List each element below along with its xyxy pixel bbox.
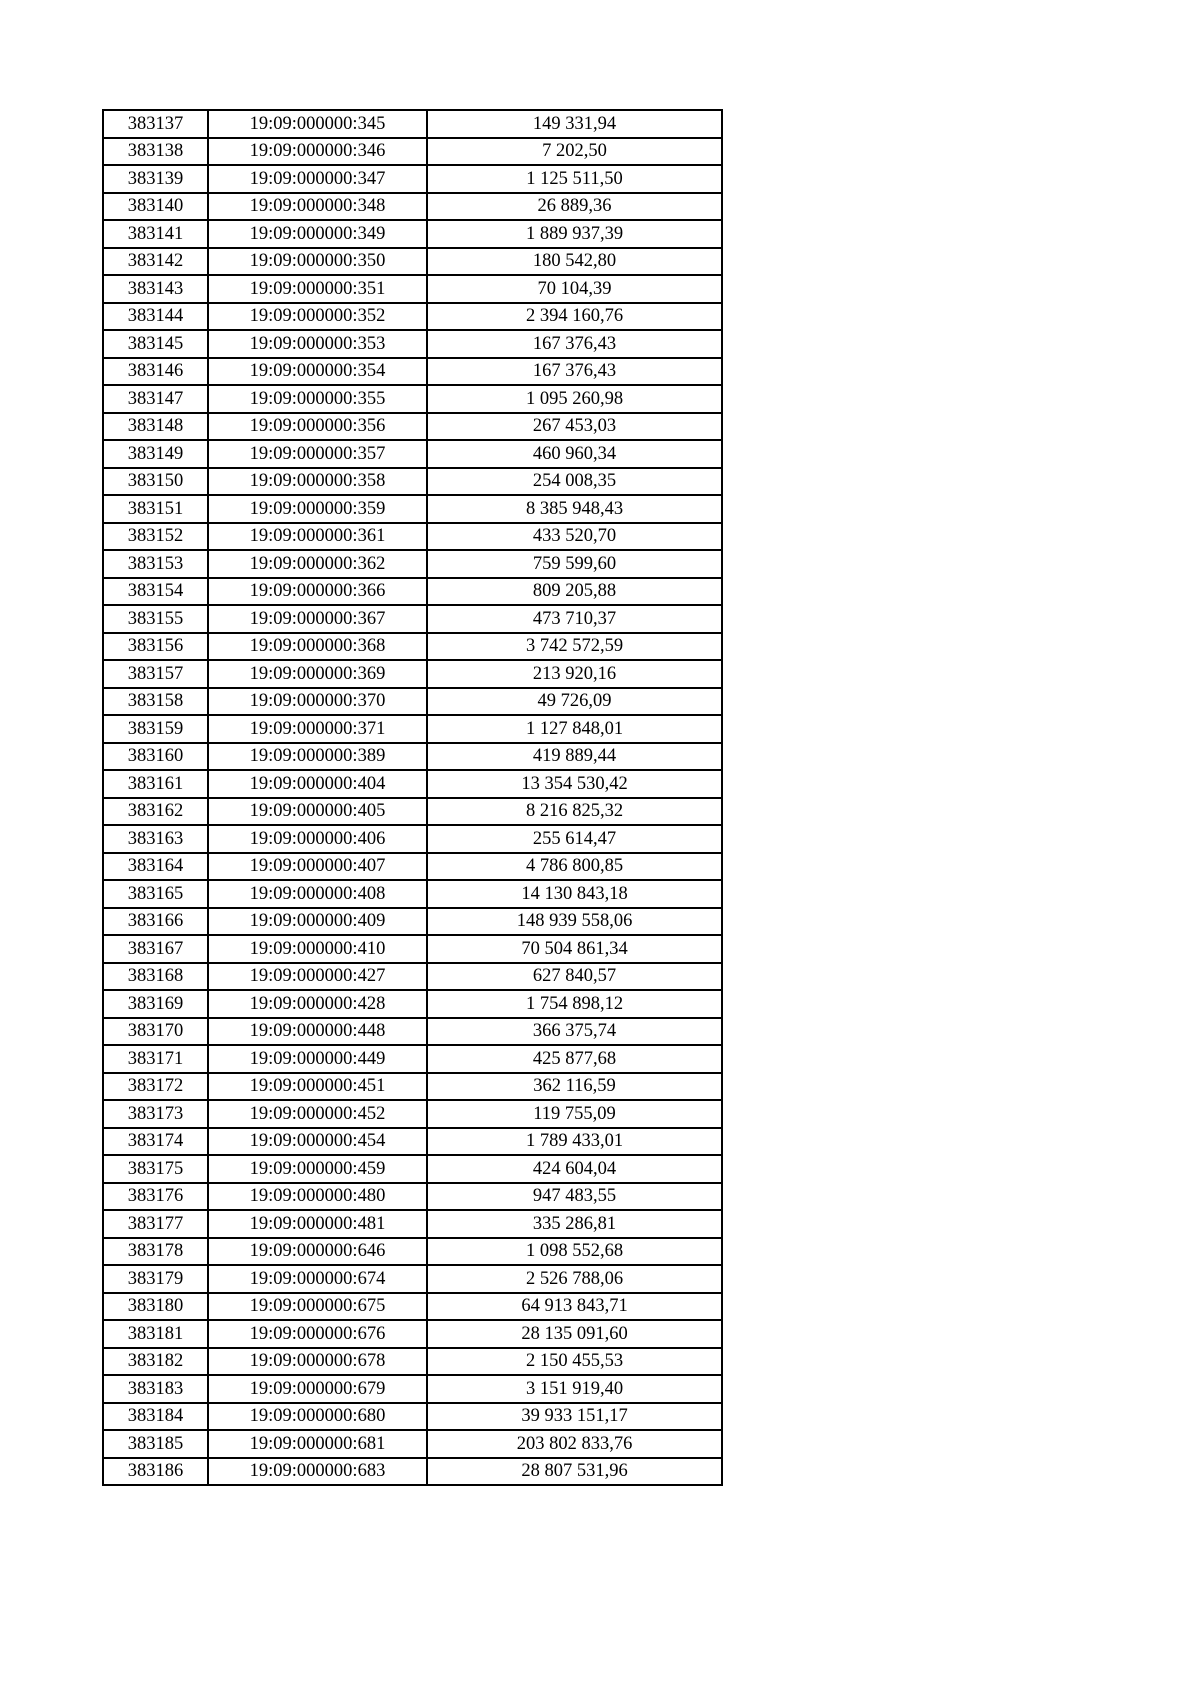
table-row <box>103 798 722 826</box>
row-number-cell: 383152 <box>103 523 208 551</box>
table-row <box>103 990 722 1018</box>
cadastral-number-cell: 19:09:000000:459 <box>208 1155 427 1183</box>
row-number-cell: 383169 <box>103 990 208 1018</box>
row-number-cell: 383185 <box>103 1430 208 1458</box>
cadastral-number-cell: 19:09:000000:428 <box>208 990 427 1018</box>
cadastral-number-cell: 19:09:000000:359 <box>208 495 427 523</box>
cadastral-value-cell: 213 920,16 <box>427 660 722 688</box>
cadastral-number-cell: 19:09:000000:406 <box>208 825 427 853</box>
table-row <box>103 385 722 413</box>
table-row <box>103 440 722 468</box>
cadastral-value-cell: 28 807 531,96 <box>427 1458 722 1486</box>
table-row <box>103 1155 722 1183</box>
cadastral-value-cell: 1 125 511,50 <box>427 165 722 193</box>
row-number-cell: 383181 <box>103 1320 208 1348</box>
table-row <box>103 165 722 193</box>
row-number-cell: 383158 <box>103 688 208 716</box>
table-row <box>103 1210 722 1238</box>
cadastral-value-cell: 28 135 091,60 <box>427 1320 722 1348</box>
table-row <box>103 1100 722 1128</box>
row-number-cell: 383140 <box>103 193 208 221</box>
cadastral-value-cell: 433 520,70 <box>427 523 722 551</box>
cadastral-number-cell: 19:09:000000:481 <box>208 1210 427 1238</box>
table-row <box>103 1458 722 1486</box>
cadastral-value-cell: 167 376,43 <box>427 330 722 358</box>
row-number-cell: 383184 <box>103 1403 208 1431</box>
cadastral-value-cell: 8 216 825,32 <box>427 798 722 826</box>
table-row <box>103 880 722 908</box>
cadastral-value-cell: 2 526 788,06 <box>427 1265 722 1293</box>
cadastral-value-cell: 255 614,47 <box>427 825 722 853</box>
cadastral-value-cell: 759 599,60 <box>427 550 722 578</box>
row-number-cell: 383160 <box>103 743 208 771</box>
row-number-cell: 383174 <box>103 1128 208 1156</box>
cadastral-number-cell: 19:09:000000:345 <box>208 110 427 138</box>
cadastral-number-cell: 19:09:000000:427 <box>208 963 427 991</box>
cadastral-value-cell: 2 150 455,53 <box>427 1348 722 1376</box>
cadastral-value-cell: 362 116,59 <box>427 1073 722 1101</box>
row-number-cell: 383171 <box>103 1045 208 1073</box>
cadastral-value-cell: 2 394 160,76 <box>427 303 722 331</box>
table-row <box>103 1073 722 1101</box>
cadastral-number-cell: 19:09:000000:404 <box>208 770 427 798</box>
cadastral-number-cell: 19:09:000000:368 <box>208 633 427 661</box>
table-row <box>103 908 722 936</box>
table-row <box>103 248 722 276</box>
cadastral-value-cell: 167 376,43 <box>427 358 722 386</box>
cadastral-value-cell: 8 385 948,43 <box>427 495 722 523</box>
cadastral-number-cell: 19:09:000000:675 <box>208 1293 427 1321</box>
table-row <box>103 770 722 798</box>
table-row <box>103 1403 722 1431</box>
row-number-cell: 383150 <box>103 468 208 496</box>
row-number-cell: 383155 <box>103 605 208 633</box>
cadastral-number-cell: 19:09:000000:679 <box>208 1375 427 1403</box>
cadastral-number-cell: 19:09:000000:674 <box>208 1265 427 1293</box>
cadastral-number-cell: 19:09:000000:346 <box>208 138 427 166</box>
row-number-cell: 383176 <box>103 1183 208 1211</box>
cadastral-number-cell: 19:09:000000:681 <box>208 1430 427 1458</box>
cadastral-number-cell: 19:09:000000:361 <box>208 523 427 551</box>
table-row <box>103 275 722 303</box>
cadastral-value-cell: 419 889,44 <box>427 743 722 771</box>
cadastral-number-cell: 19:09:000000:355 <box>208 385 427 413</box>
table-row <box>103 963 722 991</box>
cadastral-value-cell: 149 331,94 <box>427 110 722 138</box>
row-number-cell: 383163 <box>103 825 208 853</box>
cadastral-value-cell: 335 286,81 <box>427 1210 722 1238</box>
cadastral-number-cell: 19:09:000000:354 <box>208 358 427 386</box>
cadastral-value-cell: 4 786 800,85 <box>427 853 722 881</box>
table-row <box>103 1320 722 1348</box>
row-number-cell: 383142 <box>103 248 208 276</box>
row-number-cell: 383146 <box>103 358 208 386</box>
table-row <box>103 715 722 743</box>
cadastral-number-cell: 19:09:000000:451 <box>208 1073 427 1101</box>
row-number-cell: 383161 <box>103 770 208 798</box>
table-row <box>103 193 722 221</box>
row-number-cell: 383180 <box>103 1293 208 1321</box>
table-row <box>103 1238 722 1266</box>
row-number-cell: 383170 <box>103 1018 208 1046</box>
cadastral-value-cell: 14 130 843,18 <box>427 880 722 908</box>
row-number-cell: 383182 <box>103 1348 208 1376</box>
row-number-cell: 383179 <box>103 1265 208 1293</box>
table-row <box>103 1375 722 1403</box>
cadastral-number-cell: 19:09:000000:370 <box>208 688 427 716</box>
table-row <box>103 1348 722 1376</box>
table-row <box>103 853 722 881</box>
cadastral-value-cell: 947 483,55 <box>427 1183 722 1211</box>
cadastral-value-cell: 3 742 572,59 <box>427 633 722 661</box>
cadastral-value-cell: 203 802 833,76 <box>427 1430 722 1458</box>
cadastral-number-cell: 19:09:000000:389 <box>208 743 427 771</box>
table-row <box>103 633 722 661</box>
cadastral-value-cell: 1 098 552,68 <box>427 1238 722 1266</box>
row-number-cell: 383183 <box>103 1375 208 1403</box>
cadastral-value-cell: 70 504 861,34 <box>427 935 722 963</box>
table-row <box>103 523 722 551</box>
cadastral-number-cell: 19:09:000000:480 <box>208 1183 427 1211</box>
cadastral-value-cell: 254 008,35 <box>427 468 722 496</box>
table-row <box>103 138 722 166</box>
cadastral-value-cell: 70 104,39 <box>427 275 722 303</box>
cadastral-number-cell: 19:09:000000:351 <box>208 275 427 303</box>
row-number-cell: 383165 <box>103 880 208 908</box>
table-row <box>103 578 722 606</box>
cadastral-value-cell: 366 375,74 <box>427 1018 722 1046</box>
cadastral-value-cell: 119 755,09 <box>427 1100 722 1128</box>
row-number-cell: 383164 <box>103 853 208 881</box>
row-number-cell: 383145 <box>103 330 208 358</box>
row-number-cell: 383159 <box>103 715 208 743</box>
cadastral-number-cell: 19:09:000000:348 <box>208 193 427 221</box>
row-number-cell: 383137 <box>103 110 208 138</box>
cadastral-number-cell: 19:09:000000:347 <box>208 165 427 193</box>
cadastral-value-cell: 64 913 843,71 <box>427 1293 722 1321</box>
table-row <box>103 468 722 496</box>
row-number-cell: 383178 <box>103 1238 208 1266</box>
table-row <box>103 688 722 716</box>
cadastral-value-cell: 1 754 898,12 <box>427 990 722 1018</box>
table-row <box>103 358 722 386</box>
row-number-cell: 383141 <box>103 220 208 248</box>
cadastral-number-cell: 19:09:000000:356 <box>208 413 427 441</box>
cadastral-value-table <box>102 109 723 1486</box>
row-number-cell: 383139 <box>103 165 208 193</box>
cadastral-number-cell: 19:09:000000:366 <box>208 578 427 606</box>
row-number-cell: 383154 <box>103 578 208 606</box>
cadastral-number-cell: 19:09:000000:353 <box>208 330 427 358</box>
row-number-cell: 383162 <box>103 798 208 826</box>
cadastral-number-cell: 19:09:000000:349 <box>208 220 427 248</box>
cadastral-number-cell: 19:09:000000:449 <box>208 1045 427 1073</box>
table-row <box>103 550 722 578</box>
row-number-cell: 383156 <box>103 633 208 661</box>
row-number-cell: 383175 <box>103 1155 208 1183</box>
table-row <box>103 495 722 523</box>
cadastral-number-cell: 19:09:000000:350 <box>208 248 427 276</box>
cadastral-value-cell: 1 889 937,39 <box>427 220 722 248</box>
cadastral-number-cell: 19:09:000000:678 <box>208 1348 427 1376</box>
row-number-cell: 383177 <box>103 1210 208 1238</box>
cadastral-value-cell: 1 789 433,01 <box>427 1128 722 1156</box>
cadastral-number-cell: 19:09:000000:358 <box>208 468 427 496</box>
table-row <box>103 1293 722 1321</box>
row-number-cell: 383151 <box>103 495 208 523</box>
table-row <box>103 825 722 853</box>
cadastral-value-cell: 26 889,36 <box>427 193 722 221</box>
table-row <box>103 605 722 633</box>
row-number-cell: 383143 <box>103 275 208 303</box>
cadastral-number-cell: 19:09:000000:409 <box>208 908 427 936</box>
table-row <box>103 1045 722 1073</box>
row-number-cell: 383186 <box>103 1458 208 1486</box>
table-row <box>103 1183 722 1211</box>
table-row <box>103 220 722 248</box>
cadastral-value-cell: 267 453,03 <box>427 413 722 441</box>
cadastral-value-cell: 425 877,68 <box>427 1045 722 1073</box>
cadastral-number-cell: 19:09:000000:371 <box>208 715 427 743</box>
table-row <box>103 330 722 358</box>
cadastral-number-cell: 19:09:000000:369 <box>208 660 427 688</box>
row-number-cell: 383153 <box>103 550 208 578</box>
cadastral-value-cell: 1 095 260,98 <box>427 385 722 413</box>
cadastral-value-cell: 473 710,37 <box>427 605 722 633</box>
cadastral-value-cell: 627 840,57 <box>427 963 722 991</box>
cadastral-value-cell: 7 202,50 <box>427 138 722 166</box>
cadastral-value-cell: 39 933 151,17 <box>427 1403 722 1431</box>
cadastral-value-cell: 3 151 919,40 <box>427 1375 722 1403</box>
row-number-cell: 383144 <box>103 303 208 331</box>
cadastral-number-cell: 19:09:000000:408 <box>208 880 427 908</box>
cadastral-number-cell: 19:09:000000:676 <box>208 1320 427 1348</box>
cadastral-number-cell: 19:09:000000:680 <box>208 1403 427 1431</box>
cadastral-number-cell: 19:09:000000:646 <box>208 1238 427 1266</box>
cadastral-number-cell: 19:09:000000:683 <box>208 1458 427 1486</box>
cadastral-number-cell: 19:09:000000:405 <box>208 798 427 826</box>
table-row <box>103 303 722 331</box>
table-row <box>103 935 722 963</box>
cadastral-number-cell: 19:09:000000:357 <box>208 440 427 468</box>
cadastral-value-cell: 460 960,34 <box>427 440 722 468</box>
cadastral-value-cell: 13 354 530,42 <box>427 770 722 798</box>
table-row <box>103 1265 722 1293</box>
cadastral-number-cell: 19:09:000000:367 <box>208 605 427 633</box>
row-number-cell: 383147 <box>103 385 208 413</box>
row-number-cell: 383166 <box>103 908 208 936</box>
cadastral-value-cell: 424 604,04 <box>427 1155 722 1183</box>
table-row <box>103 743 722 771</box>
table-row <box>103 1128 722 1156</box>
cadastral-number-cell: 19:09:000000:448 <box>208 1018 427 1046</box>
cadastral-value-cell: 49 726,09 <box>427 688 722 716</box>
row-number-cell: 383172 <box>103 1073 208 1101</box>
cadastral-value-cell: 809 205,88 <box>427 578 722 606</box>
row-number-cell: 383138 <box>103 138 208 166</box>
cadastral-value-cell: 148 939 558,06 <box>427 908 722 936</box>
table-row <box>103 660 722 688</box>
cadastral-number-cell: 19:09:000000:410 <box>208 935 427 963</box>
row-number-cell: 383149 <box>103 440 208 468</box>
cadastral-number-cell: 19:09:000000:407 <box>208 853 427 881</box>
cadastral-number-cell: 19:09:000000:352 <box>208 303 427 331</box>
table-row <box>103 413 722 441</box>
cadastral-value-cell: 1 127 848,01 <box>427 715 722 743</box>
table-body <box>103 110 722 1485</box>
cadastral-number-cell: 19:09:000000:454 <box>208 1128 427 1156</box>
table-row <box>103 1430 722 1458</box>
cadastral-number-cell: 19:09:000000:362 <box>208 550 427 578</box>
table-row <box>103 110 722 138</box>
row-number-cell: 383167 <box>103 935 208 963</box>
cadastral-value-cell: 180 542,80 <box>427 248 722 276</box>
row-number-cell: 383173 <box>103 1100 208 1128</box>
cadastral-number-cell: 19:09:000000:452 <box>208 1100 427 1128</box>
table-row <box>103 1018 722 1046</box>
row-number-cell: 383148 <box>103 413 208 441</box>
row-number-cell: 383157 <box>103 660 208 688</box>
row-number-cell: 383168 <box>103 963 208 991</box>
